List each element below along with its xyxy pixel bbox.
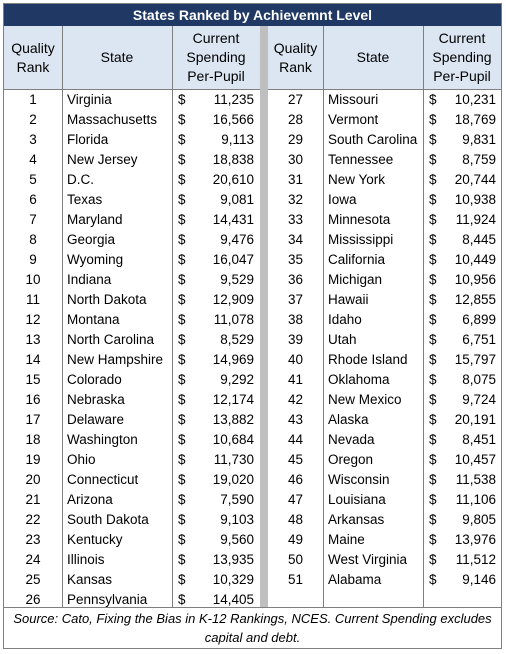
currency-symbol: $ (178, 552, 186, 567)
state-cell: Arkansas (328, 512, 385, 527)
currency-symbol: $ (429, 552, 437, 567)
table-row (4, 550, 260, 570)
currency-symbol: $ (429, 312, 437, 327)
spending-cell: 6,751 (462, 332, 496, 347)
state-cell: Connecticut (67, 472, 139, 487)
state-cell: New Mexico (328, 392, 402, 407)
table-row (268, 250, 501, 270)
table-row (4, 190, 260, 210)
state-cell: Texas (67, 192, 103, 207)
currency-symbol: $ (178, 292, 186, 307)
currency-symbol: $ (429, 352, 437, 367)
spending-cell: 8,445 (462, 232, 496, 247)
rank-cell: 34 (287, 232, 304, 247)
spending-cell: 11,235 (213, 92, 254, 107)
spending-cell: 8,075 (462, 372, 496, 387)
state-cell: Ohio (67, 452, 96, 467)
spending-cell: 9,292 (220, 372, 254, 387)
state-cell: South Dakota (67, 512, 149, 527)
currency-symbol: $ (429, 412, 437, 427)
state-cell: Indiana (67, 272, 112, 287)
table-row (4, 570, 260, 590)
rank-cell: 18 (25, 432, 41, 447)
rank-cell: 32 (287, 192, 304, 207)
currency-symbol: $ (178, 92, 186, 107)
rank-cell: 37 (287, 292, 304, 307)
rank-cell: 36 (287, 272, 304, 287)
header-state-right (323, 26, 423, 90)
currency-symbol: $ (178, 312, 186, 327)
currency-symbol: $ (178, 232, 186, 247)
state-cell: Iowa (328, 192, 357, 207)
table-row (4, 270, 260, 290)
currency-symbol: $ (178, 492, 186, 507)
spending-cell: 12,855 (454, 292, 496, 307)
currency-symbol: $ (178, 432, 186, 447)
spending-cell: 18,769 (454, 112, 496, 127)
rank-cell: 48 (287, 512, 304, 527)
currency-symbol: $ (429, 372, 437, 387)
spending-cell: 8,451 (462, 432, 496, 447)
spending-cell: 16,047 (212, 252, 254, 267)
rank-cell: 33 (287, 212, 304, 227)
currency-symbol: $ (178, 392, 186, 407)
table-row (268, 450, 501, 470)
table-row (268, 110, 501, 130)
rank-cell: 7 (29, 212, 37, 227)
state-cell: Kentucky (67, 532, 123, 547)
table-row (268, 530, 501, 550)
table-row (4, 130, 260, 150)
spending-cell: 11,512 (455, 552, 496, 567)
rank-cell: 28 (287, 112, 304, 127)
state-cell: Montana (67, 312, 120, 327)
spending-cell: 13,882 (212, 412, 254, 427)
rank-cell: 49 (287, 532, 304, 547)
header-spending-label: Current Spending Per-Pupil (432, 30, 492, 84)
header-rank-label: Quality Rank (273, 39, 318, 75)
rank-cell: 27 (287, 92, 304, 107)
state-cell: North Dakota (67, 292, 147, 307)
rank-cell: 20 (25, 472, 41, 487)
state-cell: Oklahoma (328, 372, 390, 387)
state-cell: Colorado (67, 372, 122, 387)
state-cell: Mississippi (328, 232, 394, 247)
spending-cell: 14,969 (212, 352, 254, 367)
currency-symbol: $ (178, 252, 186, 267)
rank-cell: 47 (287, 492, 304, 507)
table-row (4, 230, 260, 250)
state-cell: New Jersey (67, 152, 138, 167)
rank-cell: 1 (29, 92, 37, 107)
state-cell: D.C. (67, 172, 94, 187)
state-cell: Vermont (328, 112, 379, 127)
table-row (4, 170, 260, 190)
state-cell: Illinois (67, 552, 105, 567)
spending-cell: 10,684 (212, 432, 254, 447)
spending-cell: 13,976 (454, 532, 496, 547)
center-divider (260, 26, 268, 607)
rank-cell: 41 (287, 372, 304, 387)
table-row (4, 390, 260, 410)
rank-cell: 4 (29, 152, 37, 167)
state-cell: Georgia (67, 232, 116, 247)
spending-cell: 9,103 (220, 512, 254, 527)
currency-symbol: $ (178, 152, 186, 167)
header-rank-label: Quality Rank (11, 39, 55, 75)
currency-symbol: $ (429, 392, 437, 407)
table-row (4, 250, 260, 270)
table-row (268, 550, 501, 570)
currency-symbol: $ (429, 172, 437, 187)
state-cell: California (328, 252, 386, 267)
table-row (268, 430, 501, 450)
header-spending-label: Current Spending Per-Pupil (186, 30, 246, 84)
rank-cell: 3 (29, 132, 37, 147)
currency-symbol: $ (429, 292, 437, 307)
table-row (268, 230, 501, 250)
spending-cell: 12,174 (212, 392, 254, 407)
rank-cell: 35 (287, 252, 304, 267)
spending-cell: 10,449 (454, 252, 496, 267)
spending-cell: 6,899 (462, 312, 496, 327)
table-row (4, 470, 260, 490)
spending-cell: 12,909 (212, 292, 254, 307)
spending-cell: 9,113 (221, 132, 254, 147)
table-row (268, 330, 501, 350)
state-cell: Massachusetts (67, 112, 158, 127)
currency-symbol: $ (178, 332, 186, 347)
currency-symbol: $ (178, 112, 186, 127)
state-cell: West Virginia (328, 552, 408, 567)
spending-cell: 9,831 (462, 132, 496, 147)
spending-cell: 9,529 (220, 272, 254, 287)
table-row (268, 290, 501, 310)
table-row (4, 350, 260, 370)
table-row (268, 210, 501, 230)
rank-cell: 10 (25, 272, 41, 287)
currency-symbol: $ (429, 272, 437, 287)
rank-cell: 44 (287, 432, 304, 447)
currency-symbol: $ (178, 132, 186, 147)
state-cell: Delaware (67, 412, 125, 427)
rank-cell: 11 (25, 292, 40, 307)
spending-cell: 19,020 (212, 472, 254, 487)
table-row (4, 490, 260, 510)
currency-symbol: $ (429, 452, 437, 467)
rank-cell: 17 (25, 412, 41, 427)
table-row (268, 490, 501, 510)
currency-symbol: $ (178, 372, 186, 387)
currency-symbol: $ (429, 472, 437, 487)
spending-cell: 11,106 (455, 492, 496, 507)
currency-symbol: $ (178, 272, 186, 287)
table-row (268, 130, 501, 150)
spending-cell: 20,744 (454, 172, 496, 187)
rank-cell: 2 (29, 112, 37, 127)
state-cell: Kansas (67, 572, 113, 587)
spending-cell: 9,805 (462, 512, 496, 527)
currency-symbol: $ (178, 172, 186, 187)
rank-cell: 14 (25, 352, 41, 367)
spending-cell: 7,590 (220, 492, 254, 507)
table-row (268, 570, 501, 590)
rank-cell: 39 (287, 332, 304, 347)
currency-symbol: $ (178, 472, 186, 487)
rank-cell: 38 (287, 312, 304, 327)
table-row (268, 370, 501, 390)
spending-cell: 14,431 (212, 212, 254, 227)
state-cell: Florida (67, 132, 109, 147)
currency-symbol: $ (429, 492, 437, 507)
spending-cell: 10,457 (454, 452, 496, 467)
rank-cell: 50 (287, 552, 304, 567)
state-cell: Utah (328, 332, 357, 347)
spending-cell: 9,146 (462, 572, 496, 587)
spending-cell: 14,405 (212, 592, 254, 607)
state-cell: Maine (328, 532, 365, 547)
spending-cell: 9,724 (462, 392, 496, 407)
table-row (268, 350, 501, 370)
table-row (268, 470, 501, 490)
state-cell: Minnesota (328, 212, 391, 227)
state-cell: Wisconsin (328, 472, 390, 487)
currency-symbol: $ (429, 432, 437, 447)
rank-cell: 30 (287, 152, 304, 167)
rank-cell: 22 (25, 512, 41, 527)
currency-symbol: $ (429, 92, 437, 107)
table-row (4, 530, 260, 550)
rank-cell: 8 (29, 232, 37, 247)
state-cell: Arizona (67, 492, 113, 507)
table-row (268, 150, 501, 170)
table-row (4, 450, 260, 470)
rank-cell: 46 (287, 472, 304, 487)
currency-symbol: $ (178, 212, 186, 227)
table-row (268, 170, 501, 190)
state-cell: Oregon (328, 452, 374, 467)
rank-cell: 15 (25, 372, 41, 387)
state-cell: Nevada (328, 432, 375, 447)
rank-cell: 23 (25, 532, 41, 547)
rank-cell: 16 (25, 392, 41, 407)
table-row (4, 290, 260, 310)
table-row (4, 210, 260, 230)
state-cell: Wyoming (67, 252, 124, 267)
spending-cell: 11,730 (213, 452, 254, 467)
currency-symbol: $ (429, 532, 437, 547)
rank-cell: 6 (29, 192, 37, 207)
rank-cell: 43 (287, 412, 304, 427)
rank-cell: 26 (25, 592, 41, 607)
source-note: Source: Cato, Fixing the Bias in K-12 Rankings, NCES. Current Spending excludes capital and debt. (4, 607, 501, 648)
table-row (268, 190, 501, 210)
header-state-label: State (100, 49, 134, 65)
header-spending-right (423, 26, 501, 90)
spending-cell: 20,610 (212, 172, 254, 187)
currency-symbol: $ (429, 572, 437, 587)
state-cell: Louisiana (328, 492, 386, 507)
spending-cell: 10,956 (454, 272, 496, 287)
state-cell: South Carolina (328, 132, 418, 147)
header-rank-left (4, 26, 62, 90)
spending-cell: 10,938 (454, 192, 496, 207)
spending-cell: 11,078 (213, 312, 254, 327)
table-row (4, 510, 260, 530)
currency-symbol: $ (178, 532, 186, 547)
rank-cell: 5 (29, 172, 37, 187)
currency-symbol: $ (429, 112, 437, 127)
state-cell: New Hampshire (67, 352, 164, 367)
currency-symbol: $ (178, 352, 186, 367)
currency-symbol: $ (178, 512, 186, 527)
spending-cell: 18,838 (212, 152, 254, 167)
state-cell: Alabama (328, 572, 382, 587)
table-row (268, 90, 501, 110)
table-row (4, 90, 260, 110)
spending-cell: 13,935 (212, 552, 254, 567)
state-cell: Michigan (328, 272, 383, 287)
spending-cell: 15,797 (454, 352, 496, 367)
currency-symbol: $ (429, 332, 437, 347)
state-cell: Maryland (67, 212, 123, 227)
rank-cell: 24 (25, 552, 41, 567)
header-spending-left (172, 26, 260, 90)
spending-cell: 9,476 (220, 232, 254, 247)
table-row (4, 330, 260, 350)
table-row (268, 410, 501, 430)
rank-cell: 25 (25, 572, 41, 587)
spending-cell: 9,560 (220, 532, 254, 547)
spending-cell: 9,081 (220, 192, 254, 207)
rank-cell: 29 (287, 132, 304, 147)
currency-symbol: $ (429, 252, 437, 267)
rank-cell: 19 (25, 452, 41, 467)
header-state-label: State (356, 49, 390, 65)
state-cell: North Carolina (67, 332, 155, 347)
spending-cell: 10,231 (454, 92, 496, 107)
table-row (4, 430, 260, 450)
state-cell: Missouri (328, 92, 379, 107)
spending-cell: 8,759 (462, 152, 496, 167)
state-cell: Rhode Island (328, 352, 408, 367)
rank-cell: 31 (287, 172, 304, 187)
table-row (4, 110, 260, 130)
table-row (268, 310, 501, 330)
left-column-rows (4, 90, 260, 610)
spending-cell: 8,529 (220, 332, 254, 347)
spending-cell: 11,924 (455, 212, 496, 227)
table-row (268, 510, 501, 530)
currency-symbol: $ (178, 192, 186, 207)
state-cell: New York (328, 172, 386, 187)
spending-cell: 20,191 (454, 412, 496, 427)
right-column-rows (268, 90, 501, 590)
rank-cell: 13 (25, 332, 41, 347)
state-cell: Tennessee (328, 152, 394, 167)
currency-symbol: $ (178, 572, 186, 587)
rank-cell: 51 (287, 572, 304, 587)
currency-symbol: $ (429, 212, 437, 227)
rank-cell: 9 (29, 252, 37, 267)
state-cell: Alaska (328, 412, 369, 427)
currency-symbol: $ (178, 412, 186, 427)
spending-cell: 16,566 (212, 112, 254, 127)
table-row (4, 150, 260, 170)
rank-cell: 40 (287, 352, 304, 367)
state-cell: Hawaii (328, 292, 369, 307)
rankings-table (3, 3, 502, 649)
header-state-left (62, 26, 172, 90)
currency-symbol: $ (429, 192, 437, 207)
currency-symbol: $ (429, 512, 437, 527)
spending-cell: 10,329 (212, 572, 254, 587)
currency-symbol: $ (429, 132, 437, 147)
rank-cell: 45 (287, 452, 304, 467)
spending-cell: 11,538 (455, 472, 496, 487)
table-row (268, 390, 501, 410)
table-title: States Ranked by Achievemnt Level (4, 4, 501, 26)
state-cell: Idaho (328, 312, 362, 327)
currency-symbol: $ (178, 592, 186, 607)
table-row (4, 410, 260, 430)
table-row (268, 270, 501, 290)
state-cell: Nebraska (67, 392, 125, 407)
currency-symbol: $ (429, 152, 437, 167)
state-cell: Pennsylvania (67, 592, 148, 607)
state-cell: Washington (67, 432, 138, 447)
rank-cell: 12 (25, 312, 41, 327)
header-rank-right (268, 26, 323, 90)
state-cell: Virginia (67, 92, 112, 107)
table-row (4, 310, 260, 330)
currency-symbol: $ (429, 232, 437, 247)
table-row (4, 370, 260, 390)
rank-cell: 21 (25, 492, 41, 507)
currency-symbol: $ (178, 452, 186, 467)
rank-cell: 42 (287, 392, 304, 407)
